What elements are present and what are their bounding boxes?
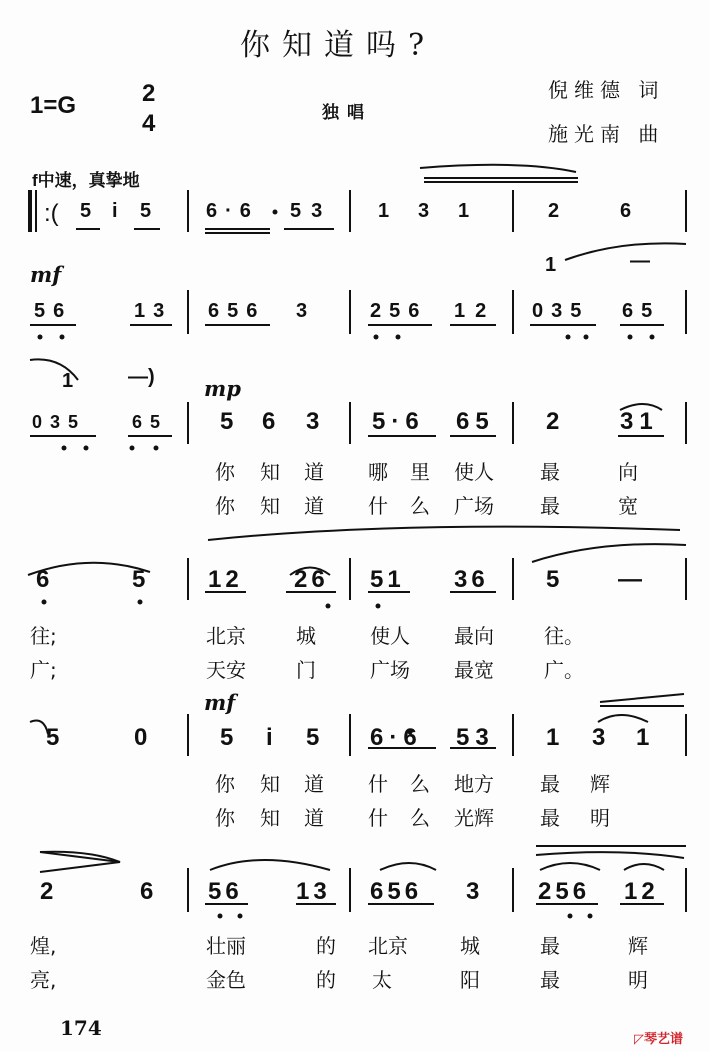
lyric: 什: [368, 494, 388, 518]
lyric: 广;: [30, 658, 57, 682]
dynamic-mf: mf: [204, 690, 236, 715]
lyric: 知: [260, 806, 280, 830]
note: 5: [46, 724, 60, 751]
note: 5: [220, 408, 234, 435]
page-number: 174: [60, 1016, 102, 1040]
lyric: 你: [215, 494, 235, 518]
note: 51: [370, 566, 405, 593]
composer-credit: 施光南 曲: [548, 122, 665, 146]
dynamic-mf: mf: [30, 262, 62, 287]
lyric: 使人: [370, 624, 410, 648]
lyric: 么: [410, 806, 430, 830]
lyric: 的: [316, 968, 336, 992]
lyric: 什: [368, 772, 388, 796]
lyric: 北京: [206, 624, 246, 648]
note: 1: [378, 200, 390, 222]
note: 12: [208, 566, 243, 593]
performance-mode: 独唱: [322, 103, 372, 123]
note: 5: [306, 724, 320, 751]
lyric: 天安: [206, 658, 246, 682]
ossia-note: 1: [545, 254, 557, 276]
note: 12: [624, 878, 659, 905]
lyric: 金色: [206, 968, 246, 992]
note: 035: [32, 412, 87, 432]
lyric: 北京: [368, 934, 408, 958]
time-signature-top: 2: [142, 80, 156, 107]
lyric: 你: [215, 772, 235, 796]
note: 2: [548, 200, 560, 222]
note: 5: [546, 566, 560, 593]
key-signature: 1=G: [30, 92, 77, 119]
note: 56: [34, 300, 73, 322]
lyric: 城: [460, 934, 480, 958]
lyric: 向: [618, 460, 638, 484]
note: 5: [132, 566, 146, 593]
note: 3: [418, 200, 430, 222]
note: i: [112, 200, 118, 222]
note: 5: [140, 200, 152, 222]
note: 2: [40, 878, 54, 905]
lyric: 辉: [590, 772, 610, 796]
song-title: 你知道吗?: [240, 28, 437, 63]
lyric: 壮丽: [206, 934, 246, 958]
lyric: 城: [296, 624, 316, 648]
lyric: 阳: [460, 968, 480, 992]
lyric: 道: [304, 806, 324, 830]
lyric: 最向: [454, 624, 494, 648]
note: 12: [454, 300, 497, 322]
note: 3: [296, 300, 308, 322]
lyric: 里: [410, 460, 430, 484]
lyric: 道: [304, 772, 324, 796]
lyric: 最: [540, 460, 560, 484]
lyric: 往。: [544, 624, 584, 648]
note: 65: [456, 408, 495, 435]
lyric: 最: [540, 772, 560, 796]
note: 1: [546, 724, 560, 751]
lyric: 使人: [454, 460, 494, 484]
lyric: 知: [260, 494, 280, 518]
lyric: 地方: [454, 772, 494, 796]
watermark-text: 琴艺谱: [644, 1032, 684, 1047]
note: 5: [80, 200, 92, 222]
lyric: 你: [215, 460, 235, 484]
ossia-note: —: [630, 250, 650, 272]
lyric: 明: [628, 968, 648, 992]
lyric: 的: [316, 934, 336, 958]
note: 2: [546, 408, 560, 435]
tempo-marking: f中速，真挚地: [32, 171, 140, 190]
lyricist-credit: 倪维德 词: [548, 78, 665, 102]
lyric: 煌,: [30, 934, 57, 958]
note: 035: [532, 300, 590, 322]
note: 1: [458, 200, 470, 222]
lyric: 太: [372, 968, 392, 992]
note: 0: [134, 724, 148, 751]
note: 5·6: [372, 408, 425, 435]
lyric: 道: [304, 460, 324, 484]
lyric: 哪: [368, 460, 388, 484]
note: 1: [636, 724, 650, 751]
note: 6: [140, 878, 154, 905]
lyric: 什: [368, 806, 388, 830]
note: 3: [592, 724, 606, 751]
lyric: 往;: [30, 624, 57, 648]
note: 26: [294, 566, 329, 593]
logo-icon: ◸: [634, 1032, 644, 1047]
note: 13: [296, 878, 331, 905]
lyric: 光辉: [454, 806, 494, 830]
ossia-note: —): [128, 366, 155, 388]
note: 256: [538, 878, 591, 905]
watermark-logo: [634, 1028, 683, 1047]
note: 53: [456, 724, 495, 751]
lyric: 宽: [618, 494, 638, 518]
lyric: 你: [215, 806, 235, 830]
note: 3: [306, 408, 320, 435]
note: 5: [220, 724, 234, 751]
note: 36: [454, 566, 489, 593]
lyric: 道: [304, 494, 324, 518]
lyric: 最: [540, 968, 560, 992]
lyric: 知: [260, 460, 280, 484]
time-signature-bottom: 4: [142, 110, 156, 137]
note: 13: [134, 300, 173, 322]
lyric: 广。: [544, 658, 584, 682]
dynamic-mp: mp: [204, 376, 241, 401]
note: 656: [208, 300, 266, 322]
lyric: 知: [260, 772, 280, 796]
note: 6: [36, 566, 50, 593]
lyric: 最宽: [454, 658, 494, 682]
note: 6: [620, 200, 632, 222]
lyric: 最: [540, 934, 560, 958]
lyric: 辉: [628, 934, 648, 958]
note: i: [266, 724, 273, 751]
lyric: 明: [590, 806, 610, 830]
note: 65: [622, 300, 661, 322]
note: 656: [370, 878, 423, 905]
note: 6: [262, 408, 276, 435]
note: 56: [208, 878, 243, 905]
ossia-note: 1: [62, 370, 74, 392]
note: 6·6: [370, 724, 423, 751]
note: 31: [620, 408, 659, 435]
note: 256: [370, 300, 428, 322]
note: 6·6: [206, 200, 259, 222]
note: 3: [466, 878, 480, 905]
lyric: 门: [296, 658, 316, 682]
lyric: 广场: [370, 658, 410, 682]
note: 65: [132, 412, 169, 432]
lyric: 广场: [454, 494, 494, 518]
lyric: 么: [410, 772, 430, 796]
lyric: 最: [540, 494, 560, 518]
note: 53: [290, 200, 333, 222]
lyric: 最: [540, 806, 560, 830]
lyric: 么: [410, 494, 430, 518]
note: —: [618, 566, 642, 593]
lyric: 亮,: [30, 968, 57, 992]
repeat-open: :(: [44, 200, 59, 227]
